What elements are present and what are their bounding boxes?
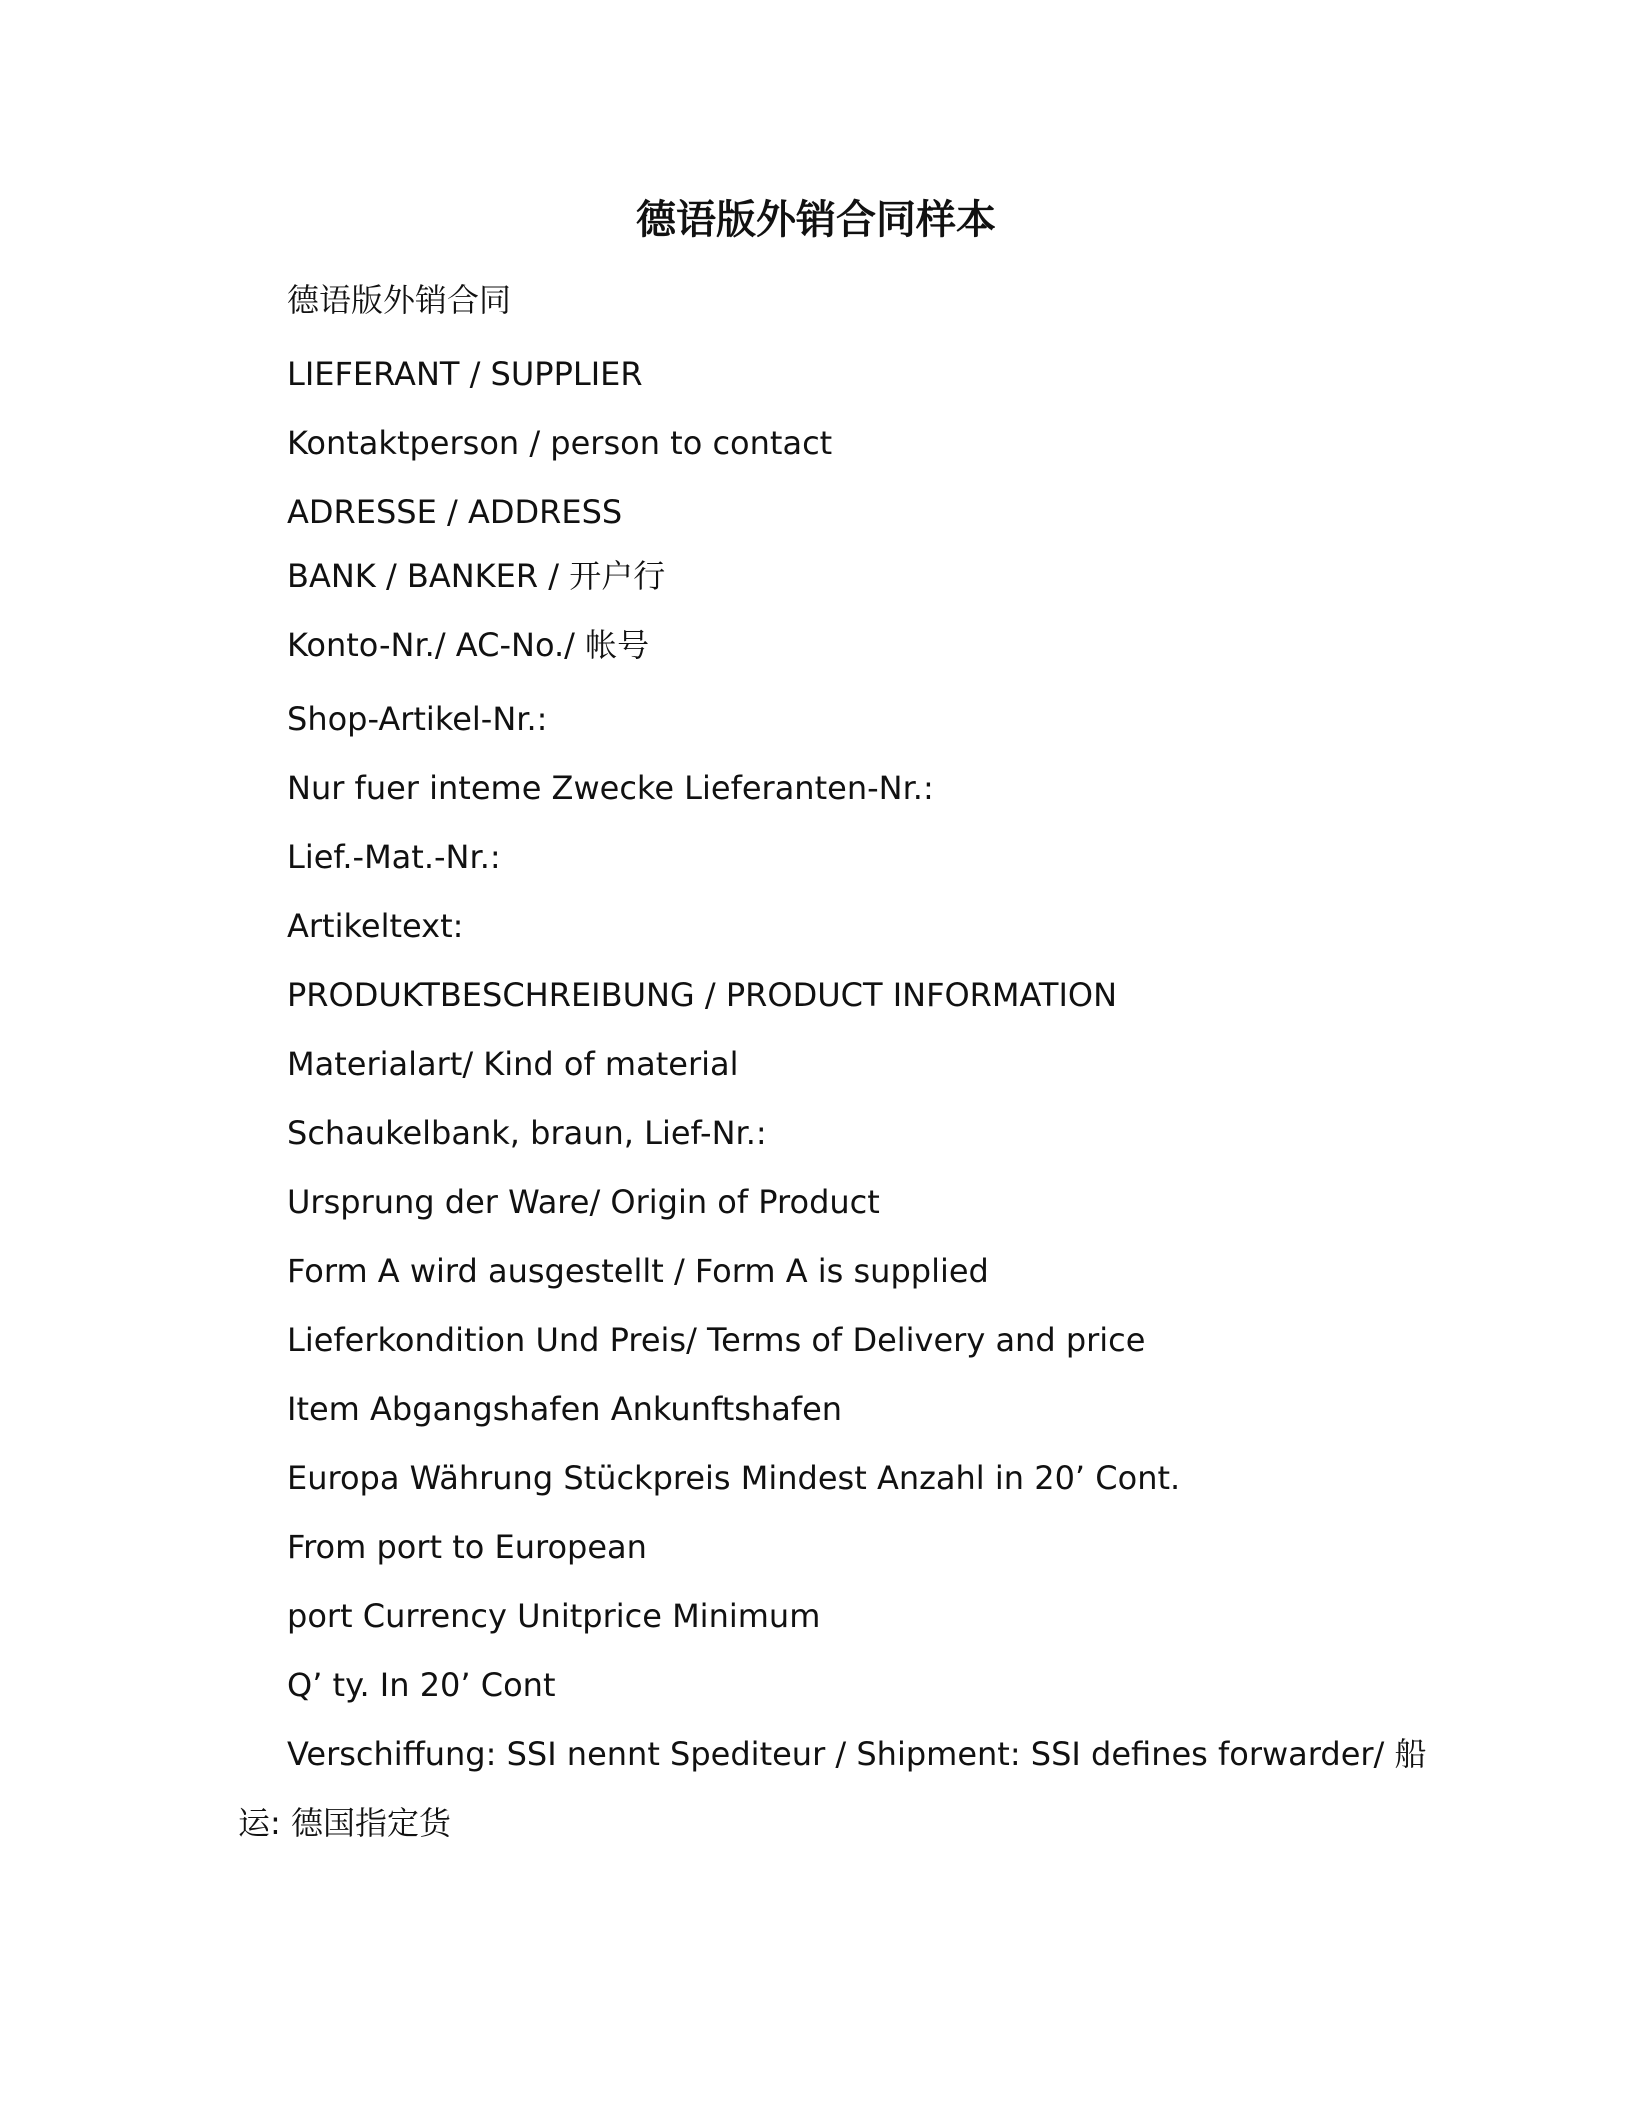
text-line-bank: BANK / BANKER / 开户行 (287, 557, 666, 595)
document-title: 德语版外销合同样本 (636, 197, 996, 243)
text-line-supplier: LIEFERANT / SUPPLIER (287, 355, 643, 393)
text-line-form-a: Form A wird ausgestellt / Form A is supplied (287, 1252, 989, 1290)
text-line-contact-person: Kontaktperson / person to contact (287, 424, 833, 462)
text-line-shop-article-number: Shop-Artikel-Nr.: (287, 700, 548, 738)
text-line-article-text: Artikeltext: (287, 907, 464, 945)
text-line-account-number: Konto-Nr./ AC-No./ 帐号 (287, 626, 650, 664)
text-line-material-number: Lief.-Mat.-Nr.: (287, 838, 501, 876)
text-line-origin-of-product: Ursprung der Ware/ Origin of Product (287, 1183, 880, 1221)
text-line-from-port: From port to European (287, 1528, 647, 1566)
text-line-europa-currency: Europa Währung Stückpreis Mindest Anzahl in 20’ Cont. (287, 1459, 1181, 1497)
text-line-supplier-number: Nur fuer inteme Zwecke Lieferanten-Nr.: (287, 769, 934, 807)
text-line-terms-of-delivery: Lieferkondition Und Preis/ Terms of Delivery and price (287, 1321, 1146, 1359)
text-line-product-information: PRODUKTBESCHREIBUNG / PRODUCT INFORMATION (287, 976, 1118, 1014)
text-line-address: ADRESSE / ADDRESS (287, 493, 623, 531)
text-line-shipment-continued: 运: 德国指定货 (238, 1804, 451, 1842)
text-line-schaukelbank: Schaukelbank, braun, Lief-Nr.: (287, 1114, 767, 1152)
text-line-contract-heading: 德语版外销合同 (287, 281, 512, 319)
text-line-quantity: Q’ ty. In 20’ Cont (287, 1666, 556, 1704)
text-line-shipment: Verschiffung: SSI nennt Spediteur / Shipment: SSI defines forwarder/ 船 (287, 1735, 1427, 1773)
text-line-kind-of-material: Materialart/ Kind of material (287, 1045, 739, 1083)
text-line-ports: Item Abgangshafen Ankunftshafen (287, 1390, 843, 1428)
text-line-port-currency: port Currency Unitprice Minimum (287, 1597, 821, 1635)
